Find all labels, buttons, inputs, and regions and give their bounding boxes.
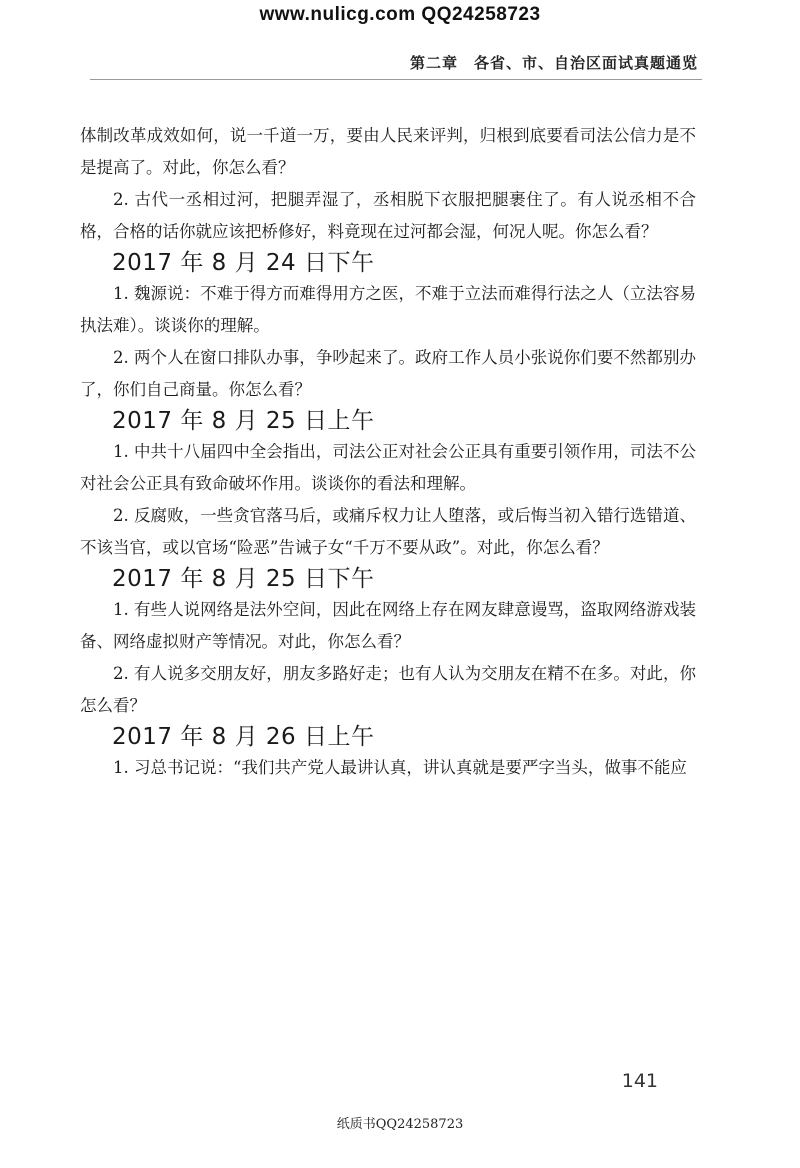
- watermark-url: www.nulicg.com QQ24258723: [259, 4, 541, 25]
- page-number: 141: [621, 1070, 658, 1092]
- question-0825-pm-2: 2. 有人说多交朋友好，朋友多路好走；也有人认为交朋友在精不在多。对此，你怎么看？: [80, 664, 696, 715]
- question-0825-am-1: 1. 中共十八届四中全会指出，司法公正对社会公正具有重要引领作用，司法不公对社会公正具有致命破坏作用。谈谈你的看法和理解。: [80, 442, 696, 493]
- chapter-header: 第二章 各省、市、自治区面试真题通览: [409, 54, 698, 72]
- question-0824-pm-2: 2. 两个人在窗口排队办事，争吵起来了。政府工作人员小张说你们要不然都别办了，你们自己商量。你怎么看？: [80, 348, 696, 399]
- question-0824-pm-1: 1. 魏源说：不难于得方而难得用方之医，不难于立法而难得行法之人（立法容易执法难）。谈谈你的理解。: [80, 284, 696, 335]
- question-0826-am-1: 1. 习总书记说：“我们共产党人最讲认真，讲认真就是要严字当头，做事不能应: [113, 758, 687, 777]
- question-0825-am-2: 2. 反腐败，一些贪官落马后，或痛斥权力让人堕落，或后悔当初入错行选错道、不该当官，或以官场“险恶”告诫子女“千万不要从政”。对此，你怎么看？: [80, 506, 696, 557]
- section-title-0825-am: 2017 年 8 月 25 日上午: [112, 408, 375, 434]
- footer-watermark: 纸质书QQ24258723: [336, 1117, 464, 1132]
- page-content: [80, 120, 696, 784]
- header-rule: [90, 79, 702, 80]
- question-intro-2: 2. 古代一丞相过河，把腿弄湿了，丞相脱下衣服把腿裹住了。有人说丞相不合格，合格的话你就应该把桥修好，料竟现在过河都会湿，何况人呢。你怎么看？: [80, 190, 696, 241]
- question-0825-pm-1: 1. 有些人说网络是法外空间，因此在网络上存在网友肆意谩骂，盗取网络游戏装备、网络虚拟财产等情况。对此，你怎么看？: [80, 600, 696, 651]
- section-title-0824-pm: 2017 年 8 月 24 日下午: [112, 250, 375, 276]
- section-title-0825-pm: 2017 年 8 月 25 日下午: [112, 566, 375, 592]
- paragraph-intro-continued: 体制改革成效如何，说一千道一万，要由人民来评判，归根到底要看司法公信力是不是提高了。对此，你怎么看？: [80, 126, 696, 177]
- section-title-0826-am: 2017 年 8 月 26 日上午: [112, 724, 375, 750]
- header-tick-mark: [694, 54, 696, 70]
